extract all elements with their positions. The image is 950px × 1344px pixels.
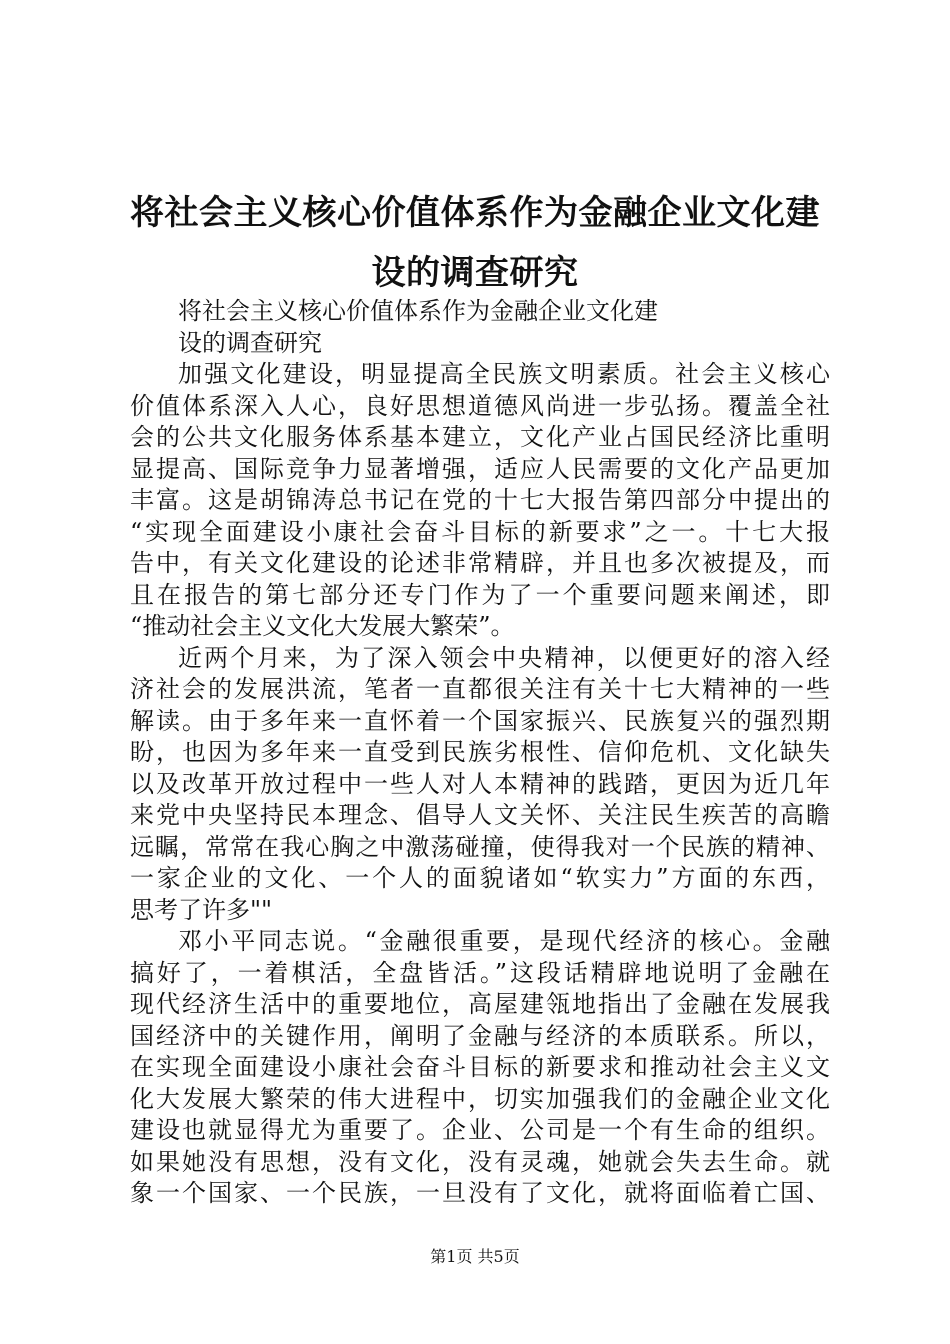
- body-line: 告中，有关文化建设的论述非常精辟，并且也多次被提及，而: [130, 549, 830, 577]
- body-line: 在实现全面建设小康社会奋斗目标的新要求和推动社会主义文: [130, 1053, 830, 1081]
- body-line: 来党中央坚持民本理念、倡导人文关怀、关注民生疾苦的高瞻: [130, 801, 830, 829]
- body-line: 盼，也因为多年来一直受到民族劣根性、信仰危机、文化缺失: [130, 738, 830, 766]
- body-line: 国经济中的关键作用，阐明了金融与经济的本质联系。所以，: [130, 1021, 830, 1050]
- body-line: 价值体系深入人心，良好思想道德风尚进一步弘扬。覆盖全社: [130, 391, 830, 420]
- body-line: 加强文化建设，明显提高全民族文明素质。社会主义核心: [178, 360, 830, 388]
- body-line: 搞好了，一着棋活，全盘皆活。”这段话精辟地说明了金融在: [130, 958, 830, 987]
- body-line: 思考了许多"": [130, 895, 273, 924]
- body-line: 近两个月来，为了深入领会中央精神，以便更好的溶入经: [178, 643, 830, 672]
- page-footer: 第1页 共5页: [430, 1247, 520, 1266]
- body-line: 济社会的发展洪流，笔者一直都很关注有关十七大精神的一些: [130, 675, 830, 703]
- document-body: [130, 296, 830, 1210]
- body-line: 一家企业的文化、一个人的面貌诸如“软实力”方面的东西，: [130, 864, 830, 892]
- body-line: “推动社会主义文化大发展大繁荣”。: [130, 612, 515, 640]
- body-line: “实现全面建设小康社会奋斗目标的新要求”之一。十七大报: [130, 517, 830, 546]
- body-line: 显提高、国际竞争力显著增强，适应人民需要的文化产品更加: [130, 454, 830, 483]
- body-line: 远瞩，常常在我心胸之中激荡碰撞，使得我对一个民族的精神、: [130, 832, 830, 861]
- body-line: 现代经济生活中的重要地位，高屋建瓴地指出了金融在发展我: [130, 990, 830, 1018]
- body-line: 会的公共文化服务体系基本建立，文化产业占国民经济比重明: [130, 423, 830, 451]
- body-line: 丰富。这是胡锦涛总书记在党的十七大报告第四部分中提出的: [130, 486, 830, 514]
- body-line: 以及改革开放过程中一些人对人本精神的践踏，更因为近几年: [130, 769, 830, 798]
- title-line-1: 将社会主义核心价值体系作为金融企业文化建: [130, 193, 820, 233]
- body-line: 建设也就显得尤为重要了。企业、公司是一个有生命的组织。: [130, 1116, 830, 1144]
- body-line: 象一个国家、一个民族，一旦没有了文化，就将面临着亡国、: [130, 1179, 830, 1207]
- body-line: 如果她没有思想，没有文化，没有灵魂，她就会失去生命。就: [130, 1147, 830, 1176]
- body-line: 且在报告的第七部分还专门作为了一个重要问题来阐述，即: [130, 580, 830, 609]
- body-line: 将社会主义核心价值体系作为金融企业文化建: [178, 297, 658, 325]
- body-line: 邓小平同志说。“金融很重要，是现代经济的核心。金融: [178, 927, 830, 955]
- body-line: 化大发展大繁荣的伟大进程中，切实加强我们的金融企业文化: [130, 1084, 830, 1113]
- body-line: 设的调查研究: [178, 328, 322, 357]
- body-line: 解读。由于多年来一直怀着一个国家振兴、民族复兴的强烈期: [130, 706, 830, 735]
- title-line-2: 设的调查研究: [371, 253, 579, 293]
- document-title: [100, 183, 850, 303]
